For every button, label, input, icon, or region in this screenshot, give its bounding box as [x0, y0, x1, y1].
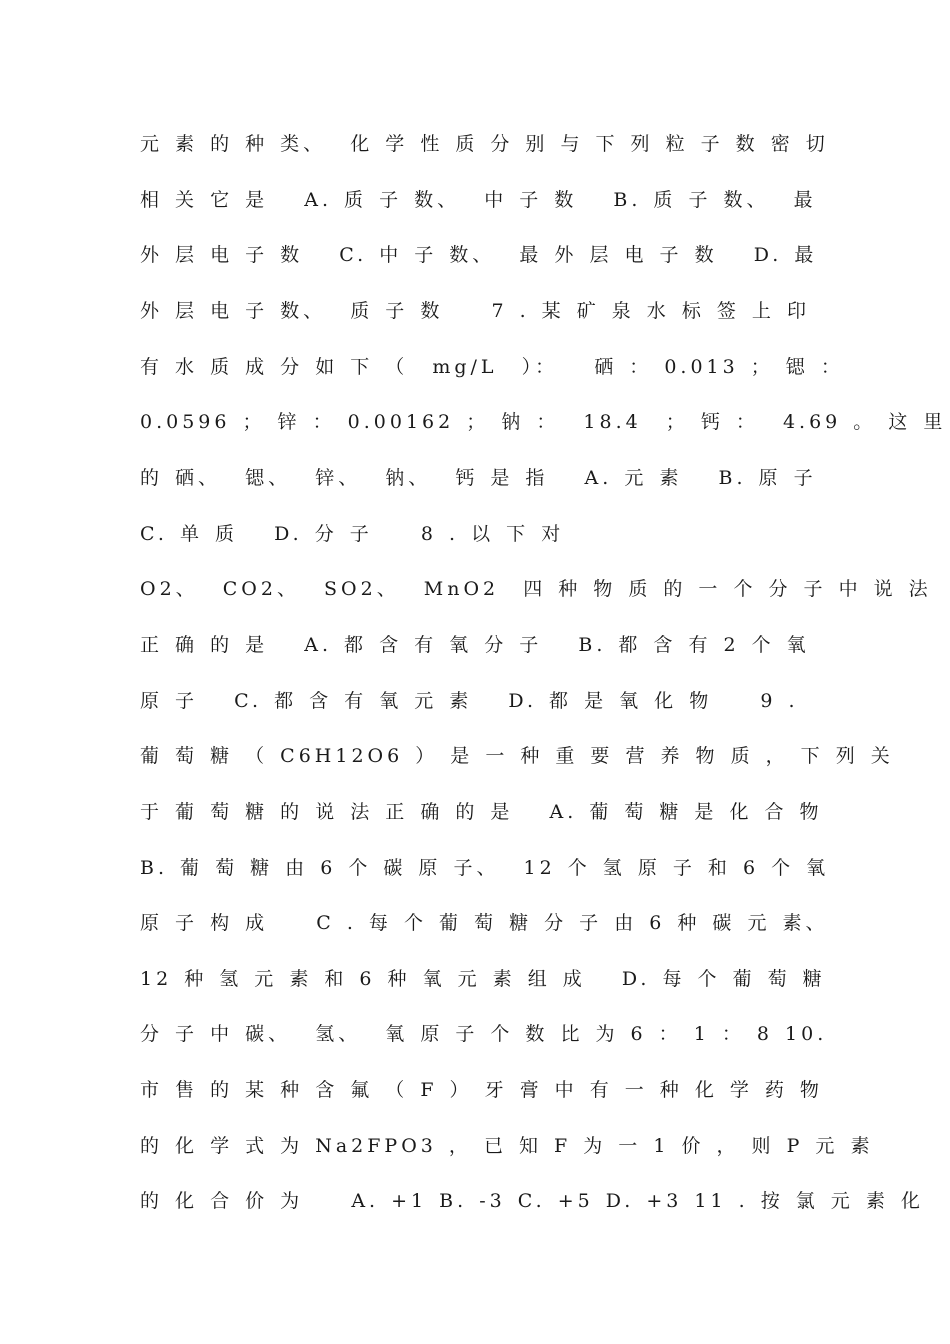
text-line-16: 12 种 氢 元 素 和 6 种 氧 元 素 组 成 D. 每 个 葡 萄 糖 [140, 968, 826, 990]
text-line-19: 的 化 学 式 为 Na2FPO3 ， 已 知 F 为 一 1 价 ， 则 P 元 素 [140, 1135, 874, 1157]
text-line-14: B. 葡 萄 糖 由 6 个 碳 原 子、 12 个 氢 原 子 和 6 个 氧 [140, 857, 830, 879]
text-line-1: 元 素 的 种 类、 化 学 性 质 分 别 与 下 列 粒 子 数 密 切 [140, 133, 829, 155]
text-line-7: 的 硒、 锶、 锌、 钠、 钙 是 指 A. 元 素 B. 原 子 [140, 467, 817, 489]
text-line-11: 原 子 C. 都 含 有 氧 元 素 D. 都 是 氧 化 物 9 . [140, 690, 799, 712]
text-line-2: 相 关 它 是 A. 质 子 数、 中 子 数 B. 质 子 数、 最 [140, 189, 817, 211]
text-line-17: 分 子 中 碳、 氢、 氧 原 子 个 数 比 为 6 ： 1 ： 8 10. [140, 1023, 828, 1045]
text-line-3: 外 层 电 子 数 C. 中 子 数、 最 外 层 电 子 数 D. 最 [140, 244, 818, 266]
text-line-4: 外 层 电 子 数、 质 子 数 7 . 某 矿 泉 水 标 签 上 印 [140, 300, 810, 322]
text-line-18: 市 售 的 某 种 含 氟 （ F ） 牙 膏 中 有 一 种 化 学 药 物 [140, 1079, 823, 1101]
text-line-6: 0.0596 ； 锌 ： 0.00162 ； 钠 ： 18.4 ； 钙 ： 4.69 。 这 里 [140, 411, 947, 433]
text-line-9: O2、 CO2、 SO2、 MnO2 四 种 物 质 的 一 个 分 子 中 说 法 [140, 578, 932, 600]
text-line-13: 于 葡 萄 糖 的 说 法 正 确 的 是 A. 葡 萄 糖 是 化 合 物 [140, 801, 823, 823]
text-line-8: C. 单 质 D. 分 子 8 . 以 下 对 [140, 523, 565, 545]
text-line-15: 原 子 构 成 C . 每 个 葡 萄 糖 分 子 由 6 种 碳 元 素、 [140, 912, 829, 934]
text-line-10: 正 确 的 是 A. 都 含 有 氧 分 子 B. 都 含 有 2 个 氧 [140, 634, 810, 656]
text-line-5: 有 水 质 成 分 如 下 （ mg/L ）： 硒 ： 0.013 ； 锶 ： [140, 356, 844, 378]
text-line-12: 葡 萄 糖 （ C6H12O6 ） 是 一 种 重 要 营 养 物 质 ， 下 列 关 [140, 745, 894, 767]
text-line-20: 的 化 合 价 为 A. +1 B. -3 C. +5 D. +3 11 . 按 氯 元 素 化 [140, 1190, 924, 1212]
